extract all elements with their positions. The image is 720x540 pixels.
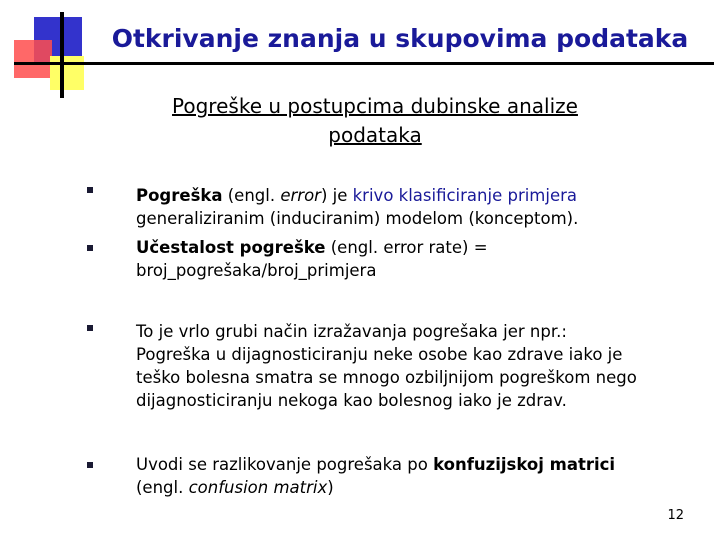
bullet-marker [87, 462, 93, 468]
bullet-crude-measure: To je vrlo grubi način izražavanja pogrešaka jer npr.: Pogreška u dijagnosticiranju neke osobe kao zdrave iako je teško bolesna smatra se mnogo ozbiljnijom pogreškom nego dijagnosticiranju nekoga kao bolesnog iako je zdrav. [136, 322, 637, 410]
slide-subtitle [120, 92, 630, 150]
subtitle-line-1: Pogreške u postupcima dubinske analize [172, 94, 578, 118]
title-underline-rule [14, 62, 714, 65]
bullet-error-rate: Učestalost pogreške (engl. error rate) = broj_pogrešaka/broj_primjera [136, 238, 488, 280]
bullet-marker [87, 187, 93, 193]
bullet-marker [87, 325, 93, 331]
page-number: 12 [667, 508, 684, 523]
slide-title: Otkrivanje znanja u skupovima podataka [111, 24, 689, 53]
decor-vertical-line [60, 12, 64, 98]
decor-red-square [14, 40, 52, 78]
bullet-error-definition: Pogreška (engl. error) je krivo klasificiranje primjera generaliziranim (induciranim) modelom (konceptom). [136, 186, 579, 228]
bullet-marker [87, 245, 93, 251]
subtitle-line-2: podataka [328, 123, 422, 147]
bullet-confusion-matrix: Uvodi se razlikovanje pogrešaka po konfuzijskoj matrici (engl. confusion matrix) [136, 455, 616, 497]
